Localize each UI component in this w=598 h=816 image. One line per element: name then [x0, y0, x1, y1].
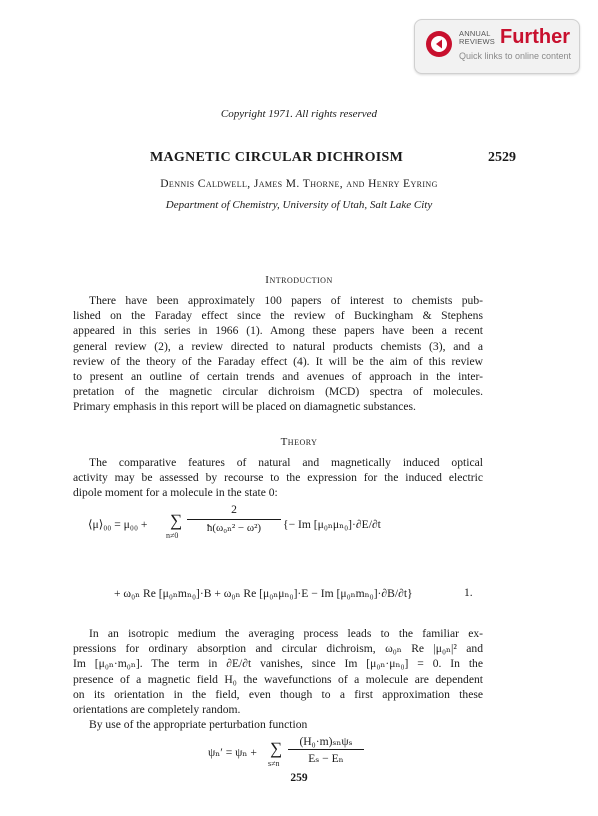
perturbation-line: By use of the appropriate perturbation function [89, 718, 308, 731]
iso-line: on its orientation in the field, even though to a first approximation these [73, 687, 483, 701]
article-title: MAGNETIC CIRCULAR DICHROISM [150, 150, 404, 165]
eq1-fraction-bar [187, 519, 281, 520]
badge-further: Further [500, 26, 570, 48]
affiliation: Department of Chemistry, University of Utah, Salt Lake City [165, 199, 433, 211]
iso-line: pressions for ordinary absorption and circular dichroism, ω₀ₙ Re |μ₀ₙ|² and [73, 642, 483, 656]
introduction-paragraph [73, 293, 483, 415]
intro-line: Primary emphasis in this report will be placed on diamagnetic substances. [73, 400, 416, 414]
theory-line: activity may be assessed by recourse to the expression for the induced electric [73, 471, 483, 485]
eq2-lhs: ψₙ′ = ψₙ + [208, 746, 257, 759]
intro-line: general review (2), a review directed to natural products chemists (3), and a [73, 339, 483, 353]
eq2-fraction-bar [288, 749, 364, 750]
introduction-heading: Introduction [265, 274, 333, 286]
theory-paragraph [73, 455, 483, 501]
authors: Dennis Caldwell, James M. Thorne, and Henry Eyring [160, 178, 438, 190]
iso-line: In an isotropic medium the averaging process leads to the familiar ex- [89, 627, 483, 640]
badge-annual: ANNUAL [459, 29, 491, 38]
article-page-number: 2529 [488, 150, 516, 165]
perturbation-paragraph [73, 717, 483, 732]
intro-line: There have been approximately 100 papers of interest to chemists pub- [89, 294, 483, 307]
eq2-numerator: (H₀·m)ₛₙψₛ [299, 735, 353, 748]
page-folio: 259 [290, 772, 308, 784]
intro-line: lished on the Faraday effect since the review of Buckingham & Stephens [73, 309, 483, 323]
eq2-denominator: Eₛ − Eₙ [308, 752, 344, 765]
equation-1-line-2: + ω₀ₙ Re [μ₀ₙmₙ₀]·B + ω₀ₙ Re [μ₀ₙμₙ₀]·E − Im [μ₀ₙmₙ₀]·∂B/∂t} [114, 587, 413, 600]
theory-line: dipole moment for a molecule in the state 0: [73, 486, 278, 500]
isotropic-paragraph [73, 626, 483, 717]
equation-1-number: 1. [464, 586, 473, 599]
intro-line: to present an outline of certain trends and avenues of approach in the inter- [73, 370, 483, 384]
further-badge[interactable] [414, 19, 580, 74]
eq1-sum-index: n≠0 [166, 531, 179, 540]
iso-line: orientations are completely random. [73, 703, 241, 717]
copyright-notice: Copyright 1971. All rights reserved [220, 108, 378, 120]
badge-reviews: REVIEWS [459, 37, 495, 46]
eq1-numerator: 2 [231, 503, 237, 516]
badge-annual-reviews [459, 30, 495, 46]
intro-line: review of the theory of the Faraday effect (4). It will be the aim of this review [73, 354, 483, 368]
badge-tagline: Quick links to online content [459, 51, 572, 61]
eq1-lhs: ⟨μ⟩₀₀ = μ₀₀ + [88, 518, 148, 531]
intro-line: appeared in this series in 1966 (1). Among these papers have been a recent [73, 324, 483, 338]
eq1-denominator: ħ(ω₀ₙ² − ω²) [206, 522, 262, 534]
annual-reviews-logo-icon [425, 30, 453, 58]
iso-line: Im [μ₀ₙ·m₀ₙ]. The term in ∂E/∂t vanishes, since Im [μ₀ₙ·μₙ₀] = 0. In the [73, 657, 483, 671]
theory-heading: Theory [280, 436, 318, 448]
eq1-tail: {− Im [μ₀ₙμₙ₀]·∂E/∂t [283, 518, 381, 531]
eq1-sum-symbol: ∑ [170, 511, 183, 530]
intro-line: pretation of the magnetic circular dichroism (MCD) spectra of molecules. [73, 385, 483, 399]
eq2-sum-index: s≠n [268, 759, 280, 768]
iso-line: presence of a magnetic field H₀ the wavefunctions of a molecule are dependent [73, 672, 483, 686]
eq2-sum-symbol: ∑ [270, 739, 283, 758]
theory-line: The comparative features of natural and magnetically induced optical [89, 456, 483, 469]
equation-1-line-1 [88, 517, 147, 531]
